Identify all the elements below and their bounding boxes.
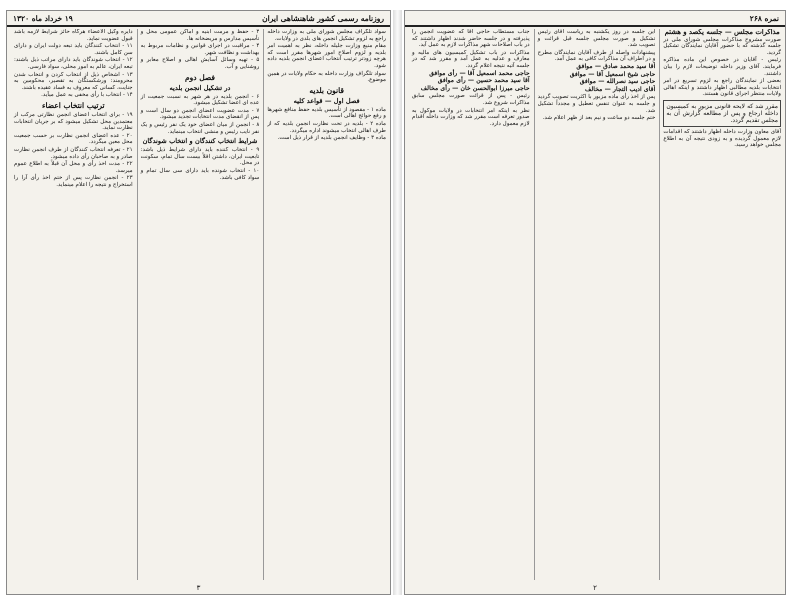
paragraph: ماده ۳ - وظایف انجمن بلدیه از قرار ذیل است. [277,135,386,142]
masthead-title: روزنامه رسمی کشور شاهنشاهی ایران [262,13,384,23]
speaker-line: آقای ادیب التجار — مخالف [585,85,656,93]
boxed-notice: مقرر شد که لایحه قانونی مزبور به کمیسیون داخله ارجاع و پس از مطالعه گزارش آن به مجلس تقدیم گردد. [663,100,781,127]
section-heading: فصل دوم [184,72,215,82]
paragraph: ۱۲ - انتخاب شوندگان باید دارای مراتب ذیل باشند: تبعه ایران، عالم به امور محلی، سواد فارسی. [13,57,133,70]
right-columns [409,29,781,580]
page-number: ۲ [593,584,597,592]
section-subheading: فصل اول — قواعد کلیه [293,96,360,105]
paragraph: مذاکرات در باب تشکیل کمیسیون های مالیه و معارف و عدلیه به عمل آمد و مقرر شد که در جلسه آتیه نتیجه اعلام گردد. [411,49,530,69]
paragraph: ۹ - انتخاب کننده باید دارای شرایط ذیل باشد: تابعیت ایران، داشتن اقلاً بیست سال تمام، سکونت در محل. [140,147,260,167]
paragraph: ۳ - حفظ و مرمت ابنیه و اماکن عمومی محل و تأسیس مدارس و مریضخانه ها. [140,29,260,42]
paragraph: صورت مشروح مذاکرات مجلس شورای ملی در جلسه گذشته که با حضور آقایان نمایندگان تشکیل گردید. [663,36,781,56]
page-number: ۳ [196,584,201,592]
paragraph: ۴ - مراقبت در اجرای قوانین و نظامات مربوط به بهداشت و نظافت شهر. [140,43,260,56]
masthead-issue-number: نمره ۲۶۸ [749,13,779,23]
speaker-line: آقا سید محمد حسین — رأی موافق [437,77,530,85]
paragraph: بعضی از نمایندگان راجع به لزوم تسریع در امر انتخابات بلدیه مطالبی اظهار داشتند و اینکه اهالی ولایات منتظر اجرای قانون هستند. [663,78,781,98]
paragraph: دایره وکیل الاعضاء هرگاه حائز شرایط لازمه باشد قبول عضویت نماید. [13,29,133,42]
paragraph: ۲۳ - انجمن نظارت پس از ختم اخذ رأی آرا را استخراج و نتیجه را اعلام مینماید. [13,175,133,188]
paragraph: ۱۱ - انتخاب کنندگان باید تبعه دولت ایران و دارای سن کامل باشند. [13,43,133,56]
paragraph: نظر به اینکه امر انتخابات در ولایات موکول به صدور تعرفه است مقرر شد که وزارت داخله اقدام لازم معمول دارد. [411,107,530,127]
left-columns [11,29,386,580]
speaker-line: حاجی محمد اسمعیل آقا — رأی موافق [429,69,530,77]
right-column-3 [659,29,781,580]
right-masthead [405,11,785,27]
paragraph: ۷ - مدت عضویت اعضای انجمن دو سال است و پس از انقضای مدت انتخابات تجدید میشود. [140,107,260,121]
paragraph: ۲۲ - مدت اخذ رأی و محل آن قبلاً به اطلاع عموم میرسد. [13,161,133,174]
left-newspaper-page [6,10,391,595]
paragraph: ۶ - انجمن بلدیه در هر شهر به نسبت جمعیت از عده ای اعضا تشکیل میشود. [140,93,260,107]
masthead-date: ۱۹ خرداد ماه ۱۳۲۰ [13,13,73,23]
paragraph: ۵ - تهیه وسائل آسایش اهالی و اصلاح معابر و روشنایی و آب. [140,57,260,70]
left-column-1 [11,29,133,580]
section-subheading: در تشکیل انجمن بلدیه [169,83,231,92]
right-column-1 [409,29,530,580]
right-newspaper-page [404,10,786,595]
paragraph: رئیس - آقایان در خصوص این ماده مذاکره فرمایند. آقای وزیر داخله توضیحات لازم را بیان داشتند. [663,57,781,77]
paragraph: ۲۱ - تعرفه انتخاب کنندگان از طرف انجمن نظارت صادر و به صاحبان رأی داده میشود. [13,146,133,160]
paragraph: مقام منیع وزارت جلیله داخله، نظر به اهمیت امر بلدیه و لزوم اصلاح امور شهرها مقرر است که هرچه زودتر ترتیب انتخاب اعضای انجمن بلدیه داده شود. [267,43,386,69]
speaker-line: آقا سید محمد صادق — موافق [576,62,656,70]
speaker-line: حاجی شیخ اسمعیل آقا — موافق [569,70,656,78]
paragraph: ۱۳ - اشخاص ذیل از انتخاب کردن و انتخاب شدن محرومند: ورشکستگان به تقصیر، محکومین به جنایت، کسانی که معروف به فساد عقیده باشند. [13,71,133,91]
paragraph: مذاکرات مجلس — جلسه یکصد و هشتم [664,29,780,36]
section-heading: شرایط انتخاب کنندگان و انتخاب شوندگان [142,137,258,146]
right-column-2 [534,29,656,580]
paragraph: سواد تلگراف وزارت داخله به حکام ولایات در همین موضوع. [267,70,386,84]
paragraph: ختم جلسه دو ساعت و نیم بعد از ظهر اعلام شد. [542,115,656,122]
section-heading: ترتیب انتخاب اعضاء [41,100,105,110]
paragraph: پیشنهادات واصله از طرف آقایان نمایندگان مطرح و در اطراف آن مذاکرات کافی به عمل آمد. [537,49,656,63]
paragraph: پس از اخذ رأی ماده مزبور با اکثریت تصویب گردید و جلسه به عنوان تنفس تعطیل و مجدداً تشکیل شد. [537,94,656,114]
speaker-line: حاجی میرزا ابوالحسن خان — رأی مخالف [420,84,530,92]
left-column-2 [137,29,260,580]
left-column-3 [263,29,386,580]
paragraph: ۸ - انجمن از میان اعضای خود یک نفر رئیس و یک نفر نایب رئیس و منشی انتخاب مینماید. [140,121,260,135]
paragraph: ماده ۲ - بلدیه در تحت نظارت انجمن بلدیه که از طرف اهالی انتخاب میشوند اداره میگردد. [267,120,386,134]
left-masthead [7,11,390,27]
paragraph: رئیس - پس از قرائت صورت مجلس سابق مذاکرات شروع شد. [411,93,530,106]
speaker-line: حاجی سید نصرالله — موافق [579,78,656,86]
paragraph: آقای معاون وزارت داخله اظهار داشتند که اقدامات لازم معمول گردیده و به زودی نتیجه آن به اطلاع مجلس خواهد رسید. [663,128,781,149]
paragraph: جناب مستطاب حاجی آقا که عضویت انجمن را پذیرفته و در جلسه حاضر شدند اظهار داشتند که در باب اصلاحات شهر مذاکرات لازم به عمل آید. [411,29,530,49]
paragraph: ۱۰ - انتخاب شونده باید دارای سی سال تمام و سواد کافی باشد. [140,167,260,181]
paragraph: ۲۰ - عده اعضای انجمن نظارت بر حسب جمعیت محل معین میگردد. [13,132,133,146]
paragraph: ۱۴ - انتخاب با رأی مخفی به عمل میآید. [41,92,133,99]
paragraph: این جلسه در روز یکشنبه به ریاست آقای رئیس تشکیل و صورت مجلس جلسه قبل قرائت و تصویب شد. [537,29,656,49]
paragraph: ۱۹ - برای انتخاب اعضای انجمن نظارتی مرکب از معتمدین محل تشکیل میشود که بر جریان انتخابات نظارت نماید. [13,111,133,132]
book-spine [393,10,402,595]
paragraph: سواد تلگراف مجلس شورای ملی به وزارت داخله راجع به لزوم تشکیل انجمن های بلدی در ولایات. [267,29,386,42]
section-heading: قانون بلدیه [309,85,344,95]
paragraph: ماده ۱ - مقصود از تأسیس بلدیه حفظ منافع شهرها و رفع حوائج اهالی است. [267,106,386,120]
